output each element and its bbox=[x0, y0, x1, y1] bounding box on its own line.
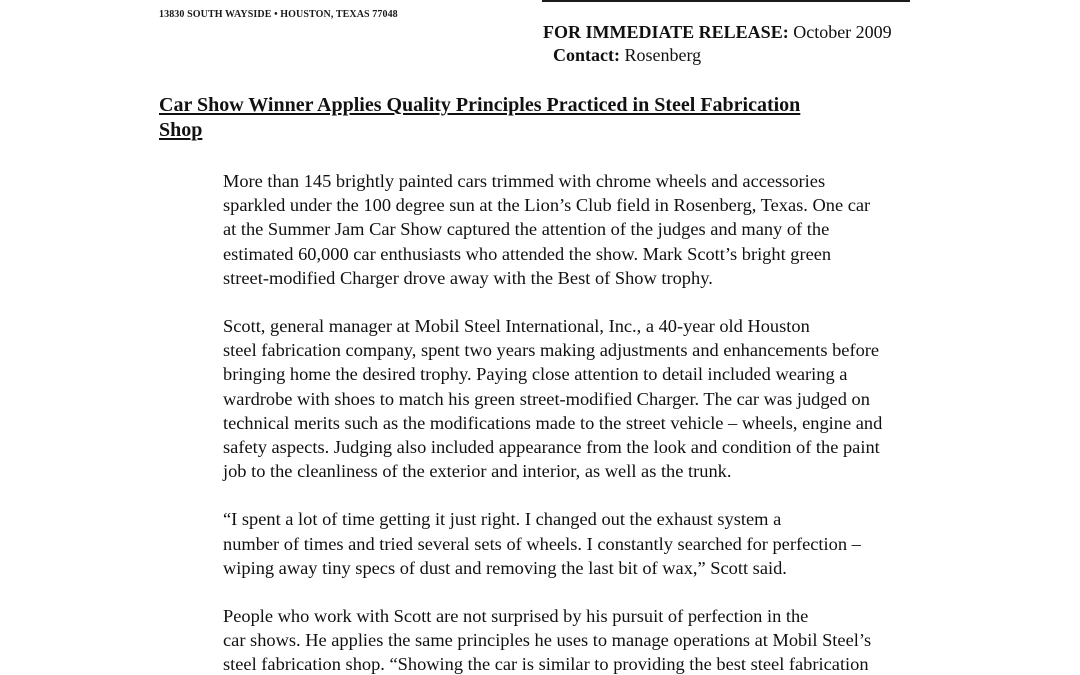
contact-label: Contact: bbox=[553, 45, 620, 65]
release-label: FOR IMMEDIATE RELEASE: bbox=[543, 22, 789, 42]
paragraph-line: wiping away tiny specs of dust and removing the last bit of wax,” Scott said. bbox=[223, 557, 787, 578]
release-line bbox=[543, 20, 892, 44]
paragraph-line: steel fabrication shop. “Showing the car is similar to providing the best steel fabrication bbox=[223, 654, 869, 675]
paragraph-line: street-modified Charger drove away with the Best of Show trophy. bbox=[223, 267, 713, 288]
contact-line bbox=[553, 43, 701, 67]
article-title bbox=[159, 93, 919, 142]
paragraph-line: safety aspects. Judging also included appearance from the look and condition of the paint bbox=[223, 437, 880, 458]
paragraph-line: “I spent a lot of time getting it just right. I changed out the exhaust system a bbox=[223, 509, 782, 530]
paragraph-line: steel fabrication company, spent two years making adjustments and enhancements before bbox=[223, 340, 880, 361]
paragraph-line: estimated 60,000 car enthusiasts who attended the show. Mark Scott’s bright green bbox=[223, 243, 832, 264]
contact-name: Rosenberg bbox=[624, 45, 702, 65]
paragraph bbox=[159, 604, 924, 675]
article-body bbox=[159, 169, 924, 675]
paragraph-line: job to the cleanliness of the exterior and interior, as well as the trunk. bbox=[223, 461, 732, 482]
paragraph-line: wardrobe with shoes to match his green street-modified Charger. The car was judged on bbox=[223, 388, 870, 409]
company-address: 13830 SOUTH WAYSIDE • HOUSTON, TEXAS 77048 bbox=[159, 9, 398, 20]
paragraph bbox=[159, 507, 924, 580]
title-line: Car Show Winner Applies Quality Principles Practiced in Steel Fabrication bbox=[159, 94, 801, 116]
header-rule bbox=[542, 0, 910, 2]
paragraph-line: technical merits such as the modifications made to the street vehicle – wheels, engine and bbox=[223, 412, 883, 433]
paragraph-line: Scott, general manager at Mobil Steel International, Inc., a 40-year old Houston bbox=[223, 316, 810, 337]
paragraph-line: More than 145 brightly painted cars trimmed with chrome wheels and accessories bbox=[223, 171, 826, 191]
paragraph-line: number of times and tried several sets of wheels. I constantly searched for perfection – bbox=[223, 533, 861, 554]
paragraph-line: bringing home the desired trophy. Paying close attention to detail included wearing a bbox=[223, 364, 848, 385]
release-date: October 2009 bbox=[793, 22, 892, 42]
paragraph-line: car shows. He applies the same principles he uses to manage operations at Mobil Steel’s bbox=[223, 630, 872, 651]
paragraph-line: sparkled under the 100 degree sun at the Lion’s Club field in Rosenberg, Texas. One car bbox=[223, 195, 871, 216]
title-line: Shop bbox=[159, 118, 203, 141]
paragraph-line: at the Summer Jam Car Show captured the attention of the judges and many of the bbox=[223, 219, 830, 240]
paragraph bbox=[159, 314, 924, 483]
paragraph-line: People who work with Scott are not surprised by his pursuit of perfection in the bbox=[223, 606, 809, 627]
paragraph bbox=[159, 169, 924, 290]
